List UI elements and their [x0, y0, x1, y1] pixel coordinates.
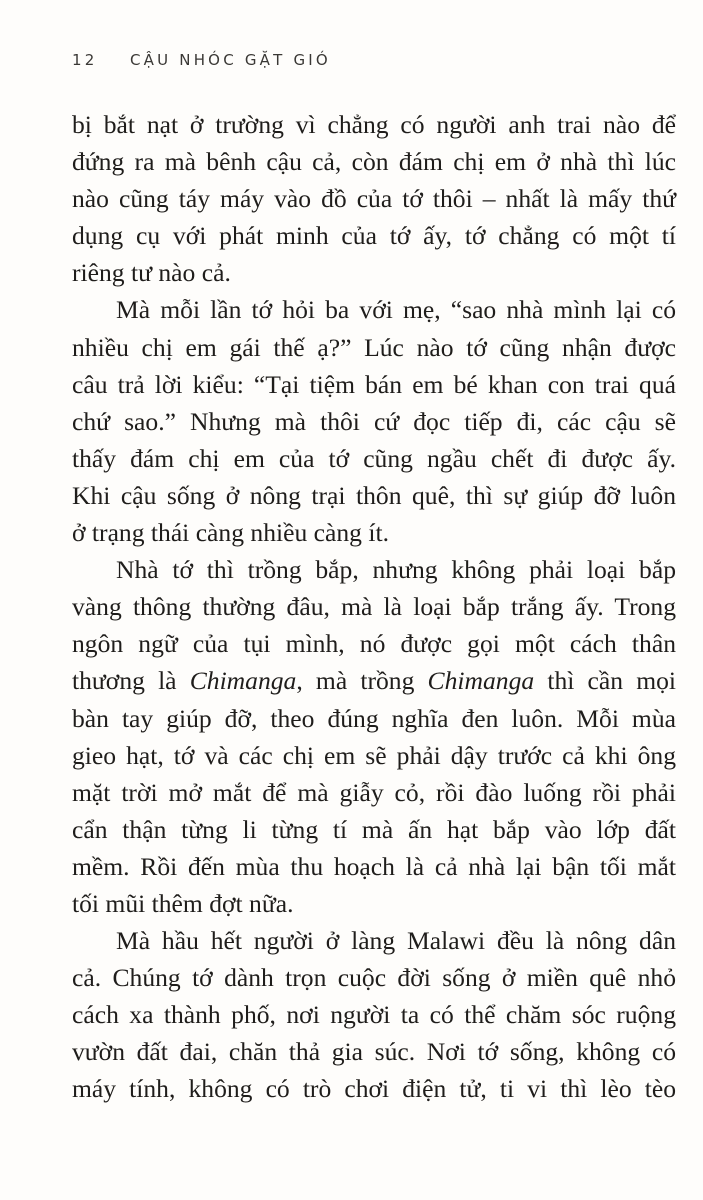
text-line: nhiều chị em gái thế ạ?” Lúc nào tớ cũng nhận được: [72, 332, 676, 362]
text-line: riêng tư nào cả.: [72, 258, 231, 288]
italic-term: Chimanga: [189, 666, 297, 696]
text-line: dụng cụ với phát minh của tớ ấy, tớ chẳng có một tí: [72, 221, 676, 251]
text-line: ngôn ngữ của tụi mình, nó được gọi một cách thân: [72, 629, 676, 659]
chapter-title: CẬU NHÓC GẶT GIÓ: [130, 51, 331, 69]
body-text: [72, 106, 676, 1108]
text-line: cẩn thận từng li từng tí mà ấn hạt bắp vào lớp đất: [72, 814, 676, 844]
text-line: vàng thông thường đâu, mà là loại bắp trắng ấy. Trong: [72, 592, 676, 622]
text-line: câu trả lời kiểu: “Tại tiệm bán em bé khan con trai quá: [72, 369, 676, 399]
running-head: [72, 51, 331, 69]
text-line: thấy đám chị em của tớ cũng ngầu chết đi được ấy.: [72, 443, 676, 473]
text-line: bàn tay giúp đỡ, theo đúng nghĩa đen luôn. Mỗi mùa: [72, 703, 676, 733]
text-line: [72, 662, 676, 699]
text-segment: thì cần mọi: [534, 666, 677, 696]
text-line: máy tính, không có trò chơi điện tử, ti vi thì lèo tèo: [72, 1074, 676, 1104]
text-segment: , mà trồng: [296, 666, 428, 696]
text-segment: thương là: [72, 666, 190, 696]
text-line: bị bắt nạt ở trường vì chẳng có người anh trai nào để: [72, 110, 676, 139]
text-line: mềm. Rồi đến mùa thu hoạch là cả nhà lại bận tối mắt: [72, 851, 676, 881]
text-line: chứ sao.” Nhưng mà thôi cứ đọc tiếp đi, các cậu sẽ: [72, 406, 676, 436]
text-line: cách xa thành phố, nơi người ta có thể chăm sóc ruộng: [72, 1000, 676, 1030]
italic-term: Chimanga: [427, 666, 535, 696]
text-line: ở trạng thái càng nhiều càng ít.: [72, 518, 389, 548]
text-line: Mà mỗi lần tớ hỏi ba với mẹ, “sao nhà mình lại có: [116, 295, 676, 325]
text-line: Nhà tớ thì trồng bắp, nhưng không phải loại bắp: [116, 555, 676, 585]
page-number: 12: [72, 51, 98, 69]
text-line: Mà hầu hết người ở làng Malawi đều là nông dân: [116, 926, 676, 956]
text-line: tối mũi thêm đợt nữa.: [72, 888, 294, 918]
text-line: nào cũng táy máy vào đồ của tớ thôi – nhất là mấy thứ: [72, 184, 676, 214]
text-line: gieo hạt, tớ và các chị em sẽ phải dậy trước cả khi ông: [72, 740, 676, 770]
text-line: vườn đất đai, chăn thả gia súc. Nơi tớ sống, không có: [72, 1037, 676, 1067]
text-line: mặt trời mở mắt để mà giẫy cỏ, rồi đào luống rồi phải: [72, 777, 676, 807]
text-line: cả. Chúng tớ dành trọn cuộc đời sống ở miền quê nhỏ: [72, 963, 676, 993]
text-line: Khi cậu sống ở nông trại thôn quê, thì sự giúp đỡ luôn: [72, 480, 676, 510]
text-line: đứng ra mà bênh cậu cả, còn đám chị em ở nhà thì lúc: [72, 147, 676, 177]
